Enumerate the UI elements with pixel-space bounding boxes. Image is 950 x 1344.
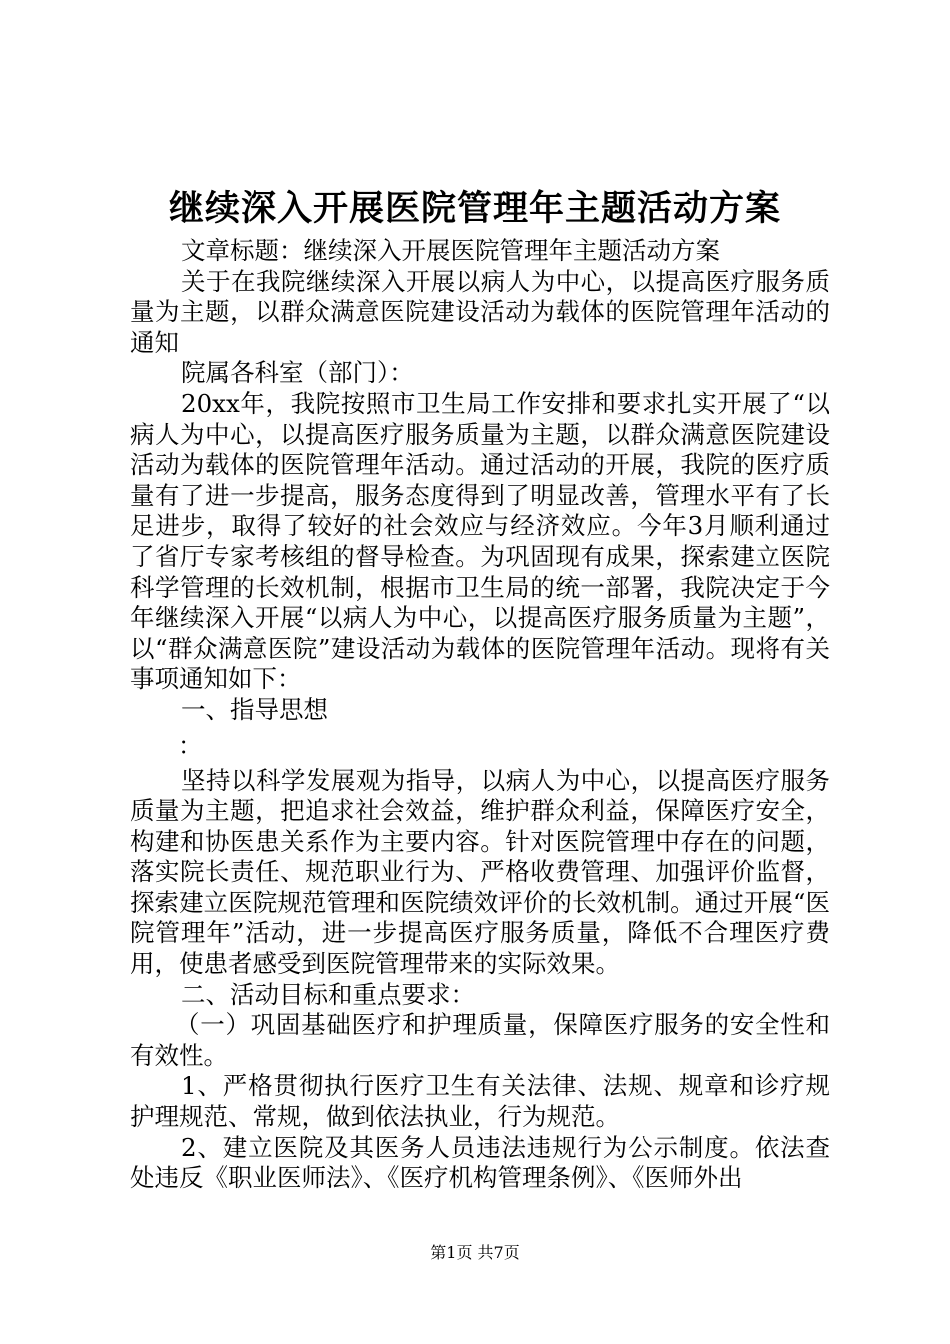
item-1-paragraph: 1、严格贯彻执行医疗卫生有关法律、法规、规章和诊疗规护理规范、常规，做到依法执业，行为规范。 bbox=[130, 1071, 830, 1132]
stray-colon: ： bbox=[178, 730, 203, 760]
article-title-line: 文章标题：继续深入开展医院管理年主题活动方案 bbox=[181, 236, 720, 265]
guiding-thought-paragraph: 坚持以科学发展观为指导，以病人为中心，以提高医疗服务质量为主题，把追求社会效益，维护群众利益，保障医疗安全，构建和协医患关系作为主要内容。针对医院管理中存在的问题，落实院长责任、规范职业行为、严格收费管理、加强评价监督，探索建立医院规范管理和医院绩效评价的长效机制。通过开展“医院管理年”活动，进一步提高医疗服务质量，降低不合理医疗费用，使患者感受到医院管理带来的实际效果。 bbox=[130, 765, 830, 979]
intro-paragraph: 20xx年，我院按照市卫生局工作安排和要求扎实开展了“以病人为中心，以提高医疗服务质量为主题，以群众满意医院建设活动为载体的医院管理年活动。通过活动的开展，我院的医疗质量有了进一步提高，服务态度得到了明显改善，管理水平有了长足进步，取得了较好的社会效应与经济效应。今年3月顺利通过了省厅专家考核组的督导检查。为巩固现有成果，探索建立医院科学管理的长效机制，根据市卫生局的统一部署，我院决定于今年继续深入开展“以病人为中心，以提高医疗服务质量为主题”，以“群众满意医院”建设活动为载体的医院管理年活动。现将有关事项通知如下： bbox=[130, 388, 830, 694]
subsection-heading-1: （一）巩固基础医疗和护理质量，保障医疗服务的安全性和有效性。 bbox=[130, 1010, 830, 1070]
page-number-footer: 第1页 共7页 bbox=[430, 1243, 520, 1262]
document-title: 继续深入开展医院管理年主题活动方案 bbox=[168, 188, 781, 229]
notice-heading: 关于在我院继续深入开展以病人为中心，以提高医疗服务质量为主题，以群众满意医院建设活动为载体的医院管理年活动的通知 bbox=[130, 266, 830, 357]
section-heading-guiding-thought: 一、指导思想 bbox=[181, 694, 328, 724]
document-body bbox=[130, 236, 830, 1194]
section-heading-goals: 二、活动目标和重点要求： bbox=[181, 979, 475, 1009]
item-2-paragraph: 2、建立医院及其医务人员违法违规行为公示制度。依法查处违反《职业医师法》、《医疗机构管理条例》、《医师外出 bbox=[130, 1132, 830, 1193]
salutation: 院属各科室（部门）： bbox=[181, 358, 414, 388]
